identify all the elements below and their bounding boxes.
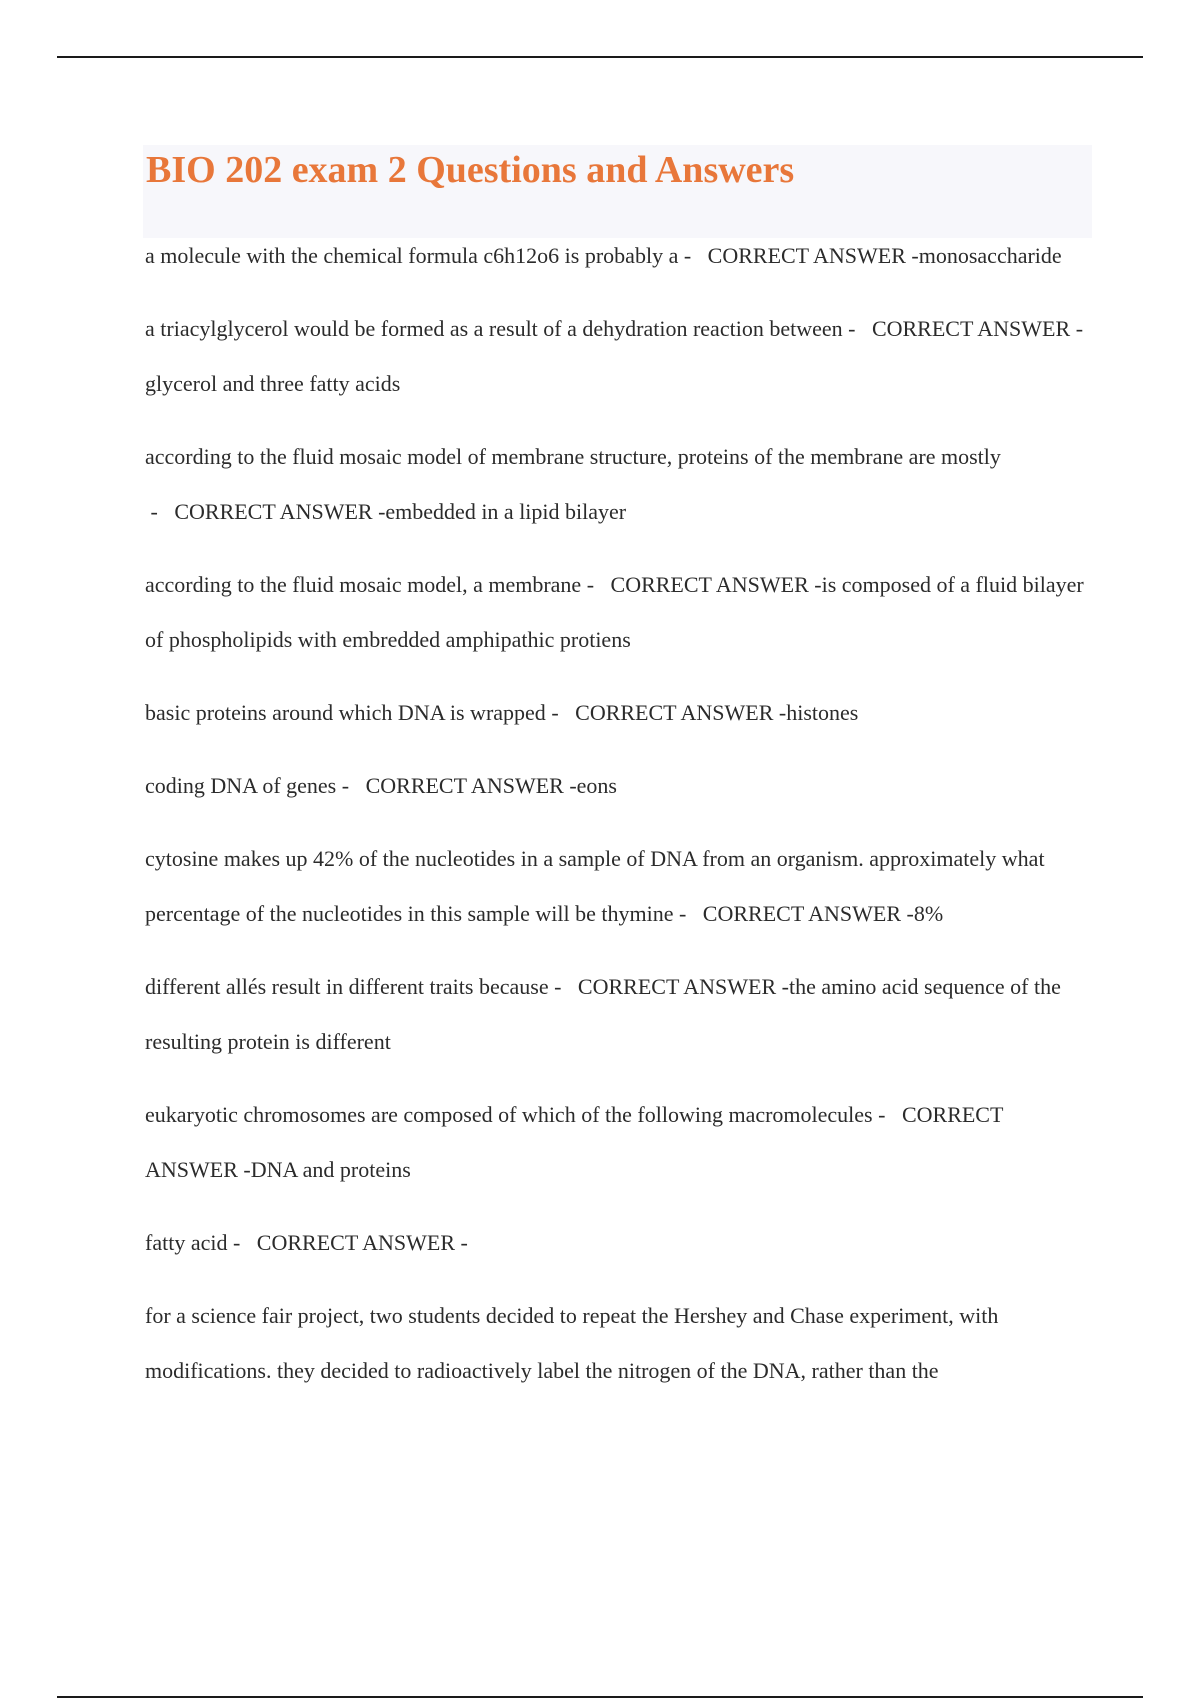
answer-text: 8% [913, 901, 944, 926]
qa-item: a molecule with the chemical formula c6h12o6 is probably a - CORRECT ANSWER -monosaccharide [145, 243, 1062, 268]
qa-item: eukaryotic chromosomes are composed of which of the following macromolecules - CORRECT ANSWER -DNA and proteins [145, 1102, 1004, 1182]
answer-label: CORRECT ANSWER [610, 572, 809, 597]
answer-label: CORRECT ANSWER [707, 243, 906, 268]
answer-text: is composed of a fluid bilayer of phospholipids with embredded amphipathic protiens [145, 572, 1084, 652]
question-text: fatty acid [145, 1230, 228, 1255]
answer-text: monosaccharide [918, 243, 1062, 268]
qa-item: cytosine makes up 42% of the nucleotides in a sample of DNA from an organism. approximately what percentage of the nucleotides in this sample will be thymine - CORRECT ANSWER -8% [145, 846, 1045, 926]
answer-label: CORRECT ANSWER [365, 773, 564, 798]
answer-label: CORRECT ANSWER [871, 316, 1071, 341]
document-title: BIO 202 exam 2 Questions and Answers [146, 149, 795, 191]
question-text: according to the fluid mosaic model, a membrane [145, 572, 582, 597]
qa-item: basic proteins around which DNA is wrapped - CORRECT ANSWER -histones [145, 700, 859, 725]
qa-item [145, 1288, 1095, 1398]
answer-text: histones [786, 700, 859, 725]
qa-item: fatty acid - CORRECT ANSWER - [145, 1230, 468, 1255]
qa-item: a triacylglycerol would be formed as a result of a dehydration reaction between - CORRECT ANSWER -glycerol and three fatty acids [145, 316, 1084, 396]
question-text: according to the fluid mosaic model of membrane structure, proteins of the membrane are mostly [145, 444, 1001, 469]
qa-list [145, 228, 1095, 1416]
question-text: eukaryotic chromosomes are composed of which of the following macromolecules [145, 1102, 873, 1127]
question-text: cytosine makes up 42% of the nucleotides in a sample of DNA from an organism. approximately what percentage of the nucleotides in this sample will be thymine [145, 846, 1045, 926]
qa-item: different allés result in different traits because - CORRECT ANSWER -the amino acid sequence of the resulting protein is different [145, 974, 1061, 1054]
top-rule [57, 56, 1143, 58]
answer-text: DNA and proteins [250, 1157, 411, 1182]
qa-item: coding DNA of genes - CORRECT ANSWER -eons [145, 773, 617, 798]
question-text: for a science fair project, two students decided to repeat the Hershey and Chase experiment, with modifications. they decided to radioactively label the nitrogen of the DNA, rather than the [145, 1303, 999, 1383]
qa-item: according to the fluid mosaic model of membrane structure, proteins of the membrane are mostly - CORRECT ANSWER -embedded in a lipid bilayer [145, 444, 1001, 524]
answer-label: CORRECT ANSWER [702, 901, 902, 926]
answer-label: CORRECT ANSWER [256, 1230, 456, 1255]
qa-item: according to the fluid mosaic model, a membrane - CORRECT ANSWER -is composed of a fluid bilayer of phospholipids with embredded amphipathic protiens [145, 572, 1084, 652]
question-text: a molecule with the chemical formula c6h12o6 is probably a [145, 243, 679, 268]
answer-label: CORRECT ANSWER [174, 499, 373, 524]
question-text: coding DNA of genes [145, 773, 337, 798]
answer-text: glycerol and three fatty acids [145, 371, 401, 396]
question-text: different allés result in different traits because [145, 974, 549, 999]
question-text: basic proteins around which DNA is wrapped [145, 700, 546, 725]
bottom-rule [57, 1696, 1143, 1698]
answer-label: CORRECT ANSWER [145, 1102, 1004, 1182]
answer-label: CORRECT ANSWER [577, 974, 777, 999]
answer-text: the amino acid sequence of the resulting protein is different [145, 974, 1061, 1054]
question-text: a triacylglycerol would be formed as a result of a dehydration reaction between [145, 316, 843, 341]
answer-text: embedded in a lipid bilayer [385, 499, 627, 524]
answer-text: eons [576, 773, 617, 798]
answer-label: CORRECT ANSWER [575, 700, 774, 725]
